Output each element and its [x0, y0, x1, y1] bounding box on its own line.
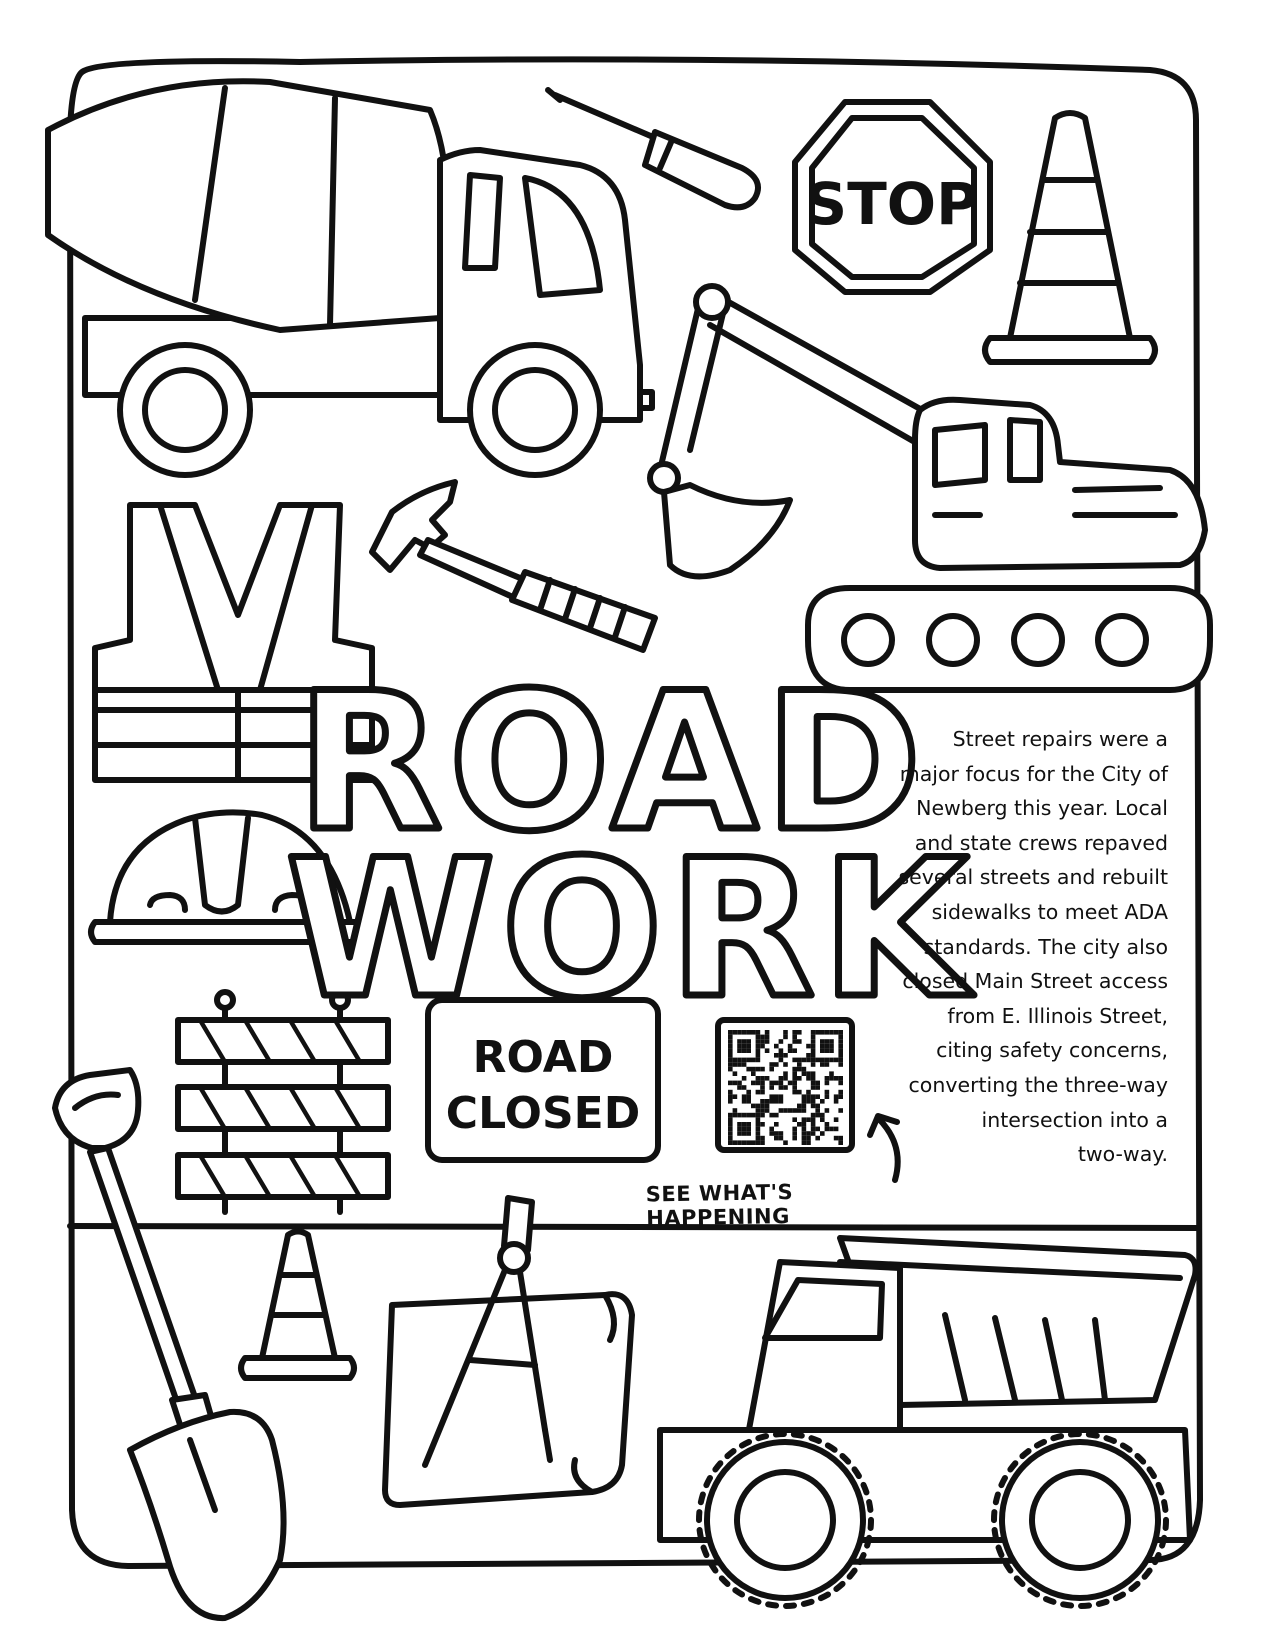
qr-module	[792, 1085, 797, 1090]
qr-module	[802, 1067, 807, 1072]
qr-module	[820, 1048, 825, 1053]
qr-module	[815, 1113, 820, 1118]
qr-module	[815, 1058, 820, 1063]
qr-module	[756, 1117, 761, 1122]
qr-module	[797, 1062, 802, 1067]
qr-module	[792, 1058, 797, 1063]
qr-module	[774, 1136, 779, 1141]
qr-module	[779, 1053, 784, 1058]
qr-module	[825, 1048, 830, 1053]
qr-module	[825, 1076, 830, 1081]
qr-module	[746, 1127, 751, 1132]
qr-caption: SEE WHAT'S HAPPENING	[645, 1179, 794, 1231]
qr-module	[751, 1058, 756, 1063]
qr-module	[733, 1062, 738, 1067]
qr-module	[769, 1062, 774, 1067]
qr-module	[760, 1108, 765, 1113]
qr-module	[838, 1081, 843, 1086]
qr-module	[742, 1058, 747, 1063]
qr-module	[733, 1108, 738, 1113]
qr-module	[756, 1044, 761, 1049]
story-line: from E. Illinois Street,	[947, 1003, 1168, 1028]
qr-module	[811, 1117, 816, 1122]
qr-module	[737, 1085, 742, 1090]
qr-module	[728, 1058, 733, 1063]
page-title-line1: ROAD	[296, 652, 928, 873]
cement-mixer-icon	[48, 81, 652, 475]
qr-module	[779, 1131, 784, 1136]
qr-module	[728, 1062, 733, 1067]
qr-module	[728, 1113, 733, 1118]
qr-module	[802, 1094, 807, 1099]
qr-module	[765, 1076, 770, 1081]
qr-module	[769, 1127, 774, 1132]
qr-module	[829, 1058, 834, 1063]
qr-module	[811, 1058, 816, 1063]
qr-module	[783, 1076, 788, 1081]
qr-module	[792, 1127, 797, 1132]
qr-module	[802, 1108, 807, 1113]
qr-module	[737, 1131, 742, 1136]
qr-module	[774, 1122, 779, 1127]
qr-module	[751, 1081, 756, 1086]
qr-module	[774, 1094, 779, 1099]
qr-module	[779, 1099, 784, 1104]
qr-module	[751, 1140, 756, 1145]
qr-module	[760, 1104, 765, 1109]
qr-module	[751, 1067, 756, 1072]
qr-module	[751, 1071, 756, 1076]
dump-truck-icon	[660, 1238, 1196, 1606]
qr-module	[756, 1076, 761, 1081]
qr-module	[838, 1094, 843, 1099]
qr-module	[779, 1058, 784, 1063]
qr-module	[834, 1117, 839, 1122]
qr-module	[769, 1081, 774, 1086]
qr-module	[756, 1127, 761, 1132]
qr-module	[783, 1140, 788, 1145]
qr-module	[742, 1094, 747, 1099]
qr-module	[751, 1104, 756, 1109]
qr-module	[838, 1044, 843, 1049]
qr-module	[733, 1081, 738, 1086]
qr-module	[811, 1122, 816, 1127]
qr-module	[779, 1085, 784, 1090]
qr-module	[746, 1131, 751, 1136]
qr-module	[742, 1076, 747, 1081]
qr-module	[802, 1136, 807, 1141]
qr-module	[797, 1104, 802, 1109]
qr-module	[797, 1122, 802, 1127]
hammer-icon	[372, 482, 655, 650]
qr-module	[746, 1044, 751, 1049]
qr-module	[792, 1076, 797, 1081]
qr-module	[783, 1053, 788, 1058]
qr-module	[834, 1076, 839, 1081]
qr-module	[769, 1113, 774, 1118]
qr-module	[825, 1058, 830, 1063]
qr-module	[825, 1127, 830, 1132]
qr-module	[815, 1136, 820, 1141]
qr-module	[733, 1071, 738, 1076]
qr-module	[806, 1094, 811, 1099]
story-line: Newberg this year. Local	[916, 796, 1168, 821]
qr-module	[788, 1044, 793, 1049]
stop-sign-text: STOP	[805, 170, 979, 238]
qr-module	[825, 1122, 830, 1127]
qr-module	[760, 1076, 765, 1081]
qr-module	[769, 1094, 774, 1099]
qr-module	[728, 1131, 733, 1136]
qr-module	[838, 1058, 843, 1063]
qr-module	[779, 1076, 784, 1081]
qr-module	[765, 1104, 770, 1109]
qr-module	[737, 1048, 742, 1053]
qr-module	[769, 1099, 774, 1104]
qr-module	[779, 1094, 784, 1099]
qr-module	[737, 1127, 742, 1132]
qr-module	[815, 1108, 820, 1113]
qr-module	[728, 1090, 733, 1095]
qr-module	[783, 1071, 788, 1076]
qr-module	[779, 1048, 784, 1053]
qr-module	[783, 1085, 788, 1090]
qr-module	[838, 1053, 843, 1058]
qr-module	[774, 1044, 779, 1049]
qr-module	[838, 1108, 843, 1113]
qr-module	[811, 1099, 816, 1104]
qr-module	[811, 1044, 816, 1049]
qr-module	[825, 1081, 830, 1086]
qr-module	[834, 1058, 839, 1063]
qr-module	[756, 1048, 761, 1053]
qr-module	[779, 1081, 784, 1086]
qr-module	[756, 1122, 761, 1127]
qr-module	[756, 1090, 761, 1095]
qr-module	[792, 1071, 797, 1076]
qr-module	[760, 1090, 765, 1095]
qr-module	[765, 1099, 770, 1104]
qr-module	[797, 1090, 802, 1095]
qr-module	[733, 1058, 738, 1063]
qr-module	[728, 1044, 733, 1049]
qr-module	[742, 1099, 747, 1104]
qr-module	[811, 1085, 816, 1090]
qr-module	[829, 1048, 834, 1053]
story-line: two-way.	[1077, 1142, 1168, 1167]
qr-module	[797, 1108, 802, 1113]
qr-module	[737, 1044, 742, 1049]
qr-module	[756, 1108, 761, 1113]
qr-module	[815, 1127, 820, 1132]
qr-module	[728, 1081, 733, 1086]
qr-module	[811, 1053, 816, 1058]
qr-module	[815, 1081, 820, 1086]
qr-module	[806, 1071, 811, 1076]
qr-module	[756, 1053, 761, 1058]
qr-module	[728, 1140, 733, 1145]
qr-module	[737, 1122, 742, 1127]
qr-module	[742, 1113, 747, 1118]
qr-module	[802, 1104, 807, 1109]
qr-module	[834, 1127, 839, 1132]
qr-module	[792, 1117, 797, 1122]
qr-module	[797, 1058, 802, 1063]
story-text	[868, 722, 1168, 1172]
qr-module	[779, 1108, 784, 1113]
story-line: several streets and rebuilt	[898, 865, 1168, 890]
qr-module	[834, 1094, 839, 1099]
qr-module	[792, 1090, 797, 1095]
stop-sign-icon	[795, 102, 990, 292]
qr-module	[825, 1094, 830, 1099]
qr-module	[825, 1108, 830, 1113]
qr-module	[733, 1094, 738, 1099]
qr-module	[737, 1058, 742, 1063]
qr-module	[728, 1136, 733, 1141]
qr-module	[825, 1062, 830, 1067]
qr-module	[742, 1122, 747, 1127]
qr-module	[765, 1048, 770, 1053]
qr-module	[756, 1058, 761, 1063]
qr-module	[802, 1140, 807, 1145]
qr-module	[728, 1127, 733, 1132]
qr-module	[811, 1081, 816, 1086]
qr-module	[742, 1127, 747, 1132]
qr-module	[737, 1113, 742, 1118]
qr-module	[733, 1140, 738, 1145]
qr-module	[811, 1048, 816, 1053]
qr-module	[802, 1131, 807, 1136]
qr-module	[746, 1048, 751, 1053]
qr-module	[829, 1071, 834, 1076]
story-line: Street repairs were a	[952, 727, 1168, 751]
qr-module	[728, 1048, 733, 1053]
qr-module	[838, 1048, 843, 1053]
qr-module	[742, 1044, 747, 1049]
qr-module	[811, 1104, 816, 1109]
qr-module	[760, 1136, 765, 1141]
qr-module	[806, 1076, 811, 1081]
qr-module	[802, 1122, 807, 1127]
qr-module	[792, 1136, 797, 1141]
qr-module	[751, 1113, 756, 1118]
qr-module	[756, 1113, 761, 1118]
qr-module	[760, 1140, 765, 1145]
qr-module	[756, 1081, 761, 1086]
qr-module	[774, 1053, 779, 1058]
qr-module	[806, 1117, 811, 1122]
qr-module	[838, 1136, 843, 1141]
page-title-line2: WORK	[285, 819, 975, 1040]
story-line: intersection into a	[981, 1107, 1168, 1132]
qr-module	[811, 1071, 816, 1076]
qr-module	[834, 1136, 839, 1141]
qr-module	[806, 1140, 811, 1145]
qr-module	[774, 1081, 779, 1086]
qr-module	[802, 1099, 807, 1104]
qr-module	[834, 1099, 839, 1104]
qr-module	[811, 1127, 816, 1132]
qr-module	[792, 1131, 797, 1136]
story-line: sidewalks to meet ADA	[931, 899, 1168, 924]
qr-module	[811, 1062, 816, 1067]
qr-module	[829, 1044, 834, 1049]
qr-module	[815, 1085, 820, 1090]
qr-module	[779, 1136, 784, 1141]
qr-module	[838, 1090, 843, 1095]
qr-module	[806, 1058, 811, 1063]
qr-module	[806, 1099, 811, 1104]
qr-module	[829, 1076, 834, 1081]
qr-module	[811, 1076, 816, 1081]
qr-module	[838, 1062, 843, 1067]
qr-module	[811, 1113, 816, 1118]
qr-module	[746, 1094, 751, 1099]
traffic-cone-small-icon	[241, 1232, 354, 1379]
qr-module	[806, 1053, 811, 1058]
qr-module	[733, 1113, 738, 1118]
qr-module	[742, 1140, 747, 1145]
qr-module	[838, 1076, 843, 1081]
story-line: major focus for the City of	[899, 761, 1168, 786]
qr-module	[783, 1062, 788, 1067]
qr-module	[737, 1081, 742, 1086]
qr-module	[769, 1067, 774, 1072]
qr-module	[760, 1085, 765, 1090]
qr-module	[802, 1127, 807, 1132]
traffic-cone-icon	[985, 113, 1155, 362]
qr-module	[760, 1122, 765, 1127]
qr-module	[811, 1094, 816, 1099]
qr-module	[792, 1081, 797, 1086]
qr-module	[806, 1136, 811, 1141]
qr-module	[774, 1113, 779, 1118]
qr-module	[774, 1062, 779, 1067]
qr-module	[728, 1067, 733, 1072]
qr-module	[802, 1058, 807, 1063]
qr-module	[746, 1067, 751, 1072]
qr-module	[820, 1113, 825, 1118]
qr-module	[820, 1131, 825, 1136]
qr-module	[811, 1131, 816, 1136]
qr-module	[746, 1140, 751, 1145]
qr-module	[769, 1085, 774, 1090]
story-line: and state crews repaved	[914, 830, 1168, 855]
story-line: closed Main Street access	[902, 969, 1168, 994]
qr-module	[820, 1062, 825, 1067]
qr-module	[806, 1044, 811, 1049]
story-line: citing safety concerns,	[936, 1038, 1168, 1063]
story-line: converting the three-way	[908, 1072, 1168, 1097]
qr-module	[802, 1117, 807, 1122]
qr-module	[737, 1140, 742, 1145]
qr-module	[756, 1104, 761, 1109]
qr-module	[792, 1108, 797, 1113]
qr-module	[792, 1048, 797, 1053]
qr-module	[769, 1131, 774, 1136]
qr-module	[788, 1048, 793, 1053]
road-closed-line2: CLOSED	[445, 1088, 641, 1139]
qr-module	[760, 1113, 765, 1118]
qr-module	[742, 1062, 747, 1067]
qr-module	[756, 1067, 761, 1072]
qr-module	[815, 1104, 820, 1109]
qr-module	[765, 1108, 770, 1113]
qr-module	[728, 1117, 733, 1122]
qr-module	[746, 1058, 751, 1063]
qr-module	[760, 1081, 765, 1086]
qr-module	[728, 1094, 733, 1099]
qr-module	[788, 1108, 793, 1113]
qr-module	[838, 1140, 843, 1145]
qr-module	[829, 1127, 834, 1132]
ground-line	[70, 1226, 1198, 1228]
qr-module	[825, 1044, 830, 1049]
road-closed-line1: ROAD	[472, 1032, 614, 1083]
qr-module	[760, 1044, 765, 1049]
qr-module	[742, 1131, 747, 1136]
qr-module	[742, 1085, 747, 1090]
qr-module	[728, 1053, 733, 1058]
qr-module	[756, 1136, 761, 1141]
qr-module	[792, 1067, 797, 1072]
qr-module	[774, 1099, 779, 1104]
qr-module	[737, 1062, 742, 1067]
qr-module	[742, 1048, 747, 1053]
qr-module	[820, 1044, 825, 1049]
qr-module	[728, 1099, 733, 1104]
qr-module	[774, 1131, 779, 1136]
qr-module	[820, 1117, 825, 1122]
qr-module	[806, 1131, 811, 1136]
qr-module	[756, 1131, 761, 1136]
qr-module	[788, 1081, 793, 1086]
qr-module	[728, 1122, 733, 1127]
qr-module	[802, 1071, 807, 1076]
qr-module	[746, 1090, 751, 1095]
qr-module	[825, 1090, 830, 1095]
qr-module	[783, 1108, 788, 1113]
drafting-compass-icon	[385, 1198, 632, 1505]
qr-module	[806, 1090, 811, 1095]
qr-module	[760, 1067, 765, 1072]
qr-module	[746, 1122, 751, 1127]
qr-module	[746, 1099, 751, 1104]
qr-module	[760, 1099, 765, 1104]
qr-module	[820, 1058, 825, 1063]
qr-module	[820, 1099, 825, 1104]
qr-module	[797, 1067, 802, 1072]
story-line: standards. The city also	[923, 934, 1168, 959]
qr-module	[746, 1113, 751, 1118]
qr-module	[815, 1094, 820, 1099]
qr-module	[756, 1140, 761, 1145]
qr-module	[797, 1076, 802, 1081]
